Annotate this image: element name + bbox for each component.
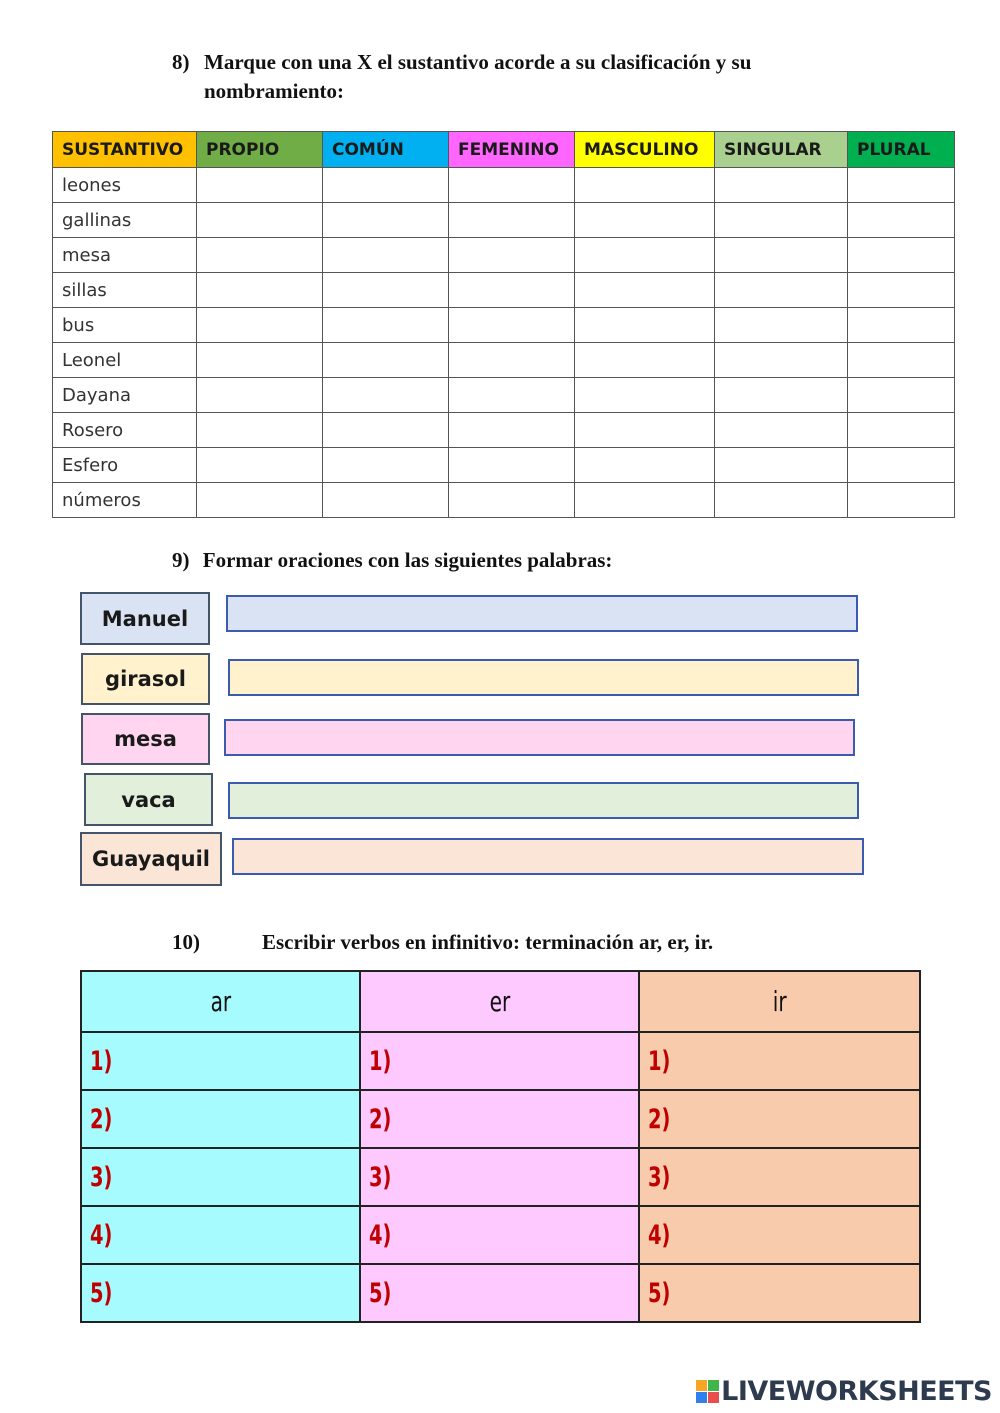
section-9-title: Formar oraciones con las siguientes palabras: [202,548,613,572]
verb-col-header-label: er [489,985,510,1018]
mark-cell[interactable] [715,308,848,343]
mark-cell[interactable] [323,343,449,378]
noun-cell: números [53,483,197,518]
verb-entry-cell[interactable] [360,1264,639,1322]
table-row [53,343,955,378]
mark-cell[interactable] [848,378,955,413]
verb-entry-cell[interactable] [639,1206,920,1264]
mark-cell[interactable] [449,483,575,518]
mark-cell[interactable] [197,343,323,378]
mark-cell[interactable] [848,273,955,308]
mark-cell[interactable] [197,273,323,308]
mark-cell[interactable] [848,238,955,273]
mark-cell[interactable] [323,238,449,273]
mark-cell[interactable] [848,413,955,448]
verb-entry-cell[interactable] [81,1264,360,1322]
sentence-answer-field[interactable] [228,659,859,696]
mark-cell[interactable] [449,378,575,413]
mark-cell[interactable] [715,238,848,273]
mark-cell[interactable] [449,203,575,238]
mark-cell[interactable] [323,168,449,203]
mark-cell[interactable] [575,413,715,448]
verb-infinitive-table [80,970,921,1323]
liveworksheets-logo [696,1376,992,1407]
section-8-title-line2: nombramiento: [204,79,344,103]
table-row [53,413,955,448]
table-row [81,1206,920,1264]
mark-cell[interactable] [449,238,575,273]
sentence-answer-field[interactable] [232,838,864,875]
mark-cell[interactable] [715,378,848,413]
table-row [53,168,955,203]
noun-col-header-5: SINGULAR [715,132,848,168]
table-row [53,378,955,413]
word-box: mesa [81,713,210,765]
row-number-label: 1) [369,1045,392,1077]
mark-cell[interactable] [715,413,848,448]
noun-cell: leones [53,168,197,203]
section-9-heading [172,546,612,575]
mark-cell[interactable] [848,448,955,483]
verb-entry-cell[interactable] [639,1032,920,1090]
mark-cell[interactable] [197,413,323,448]
noun-col-header-1: PROPIO [197,132,323,168]
noun-cell: Leonel [53,343,197,378]
row-number-label: 4) [648,1219,671,1251]
table-row [81,1090,920,1148]
table-row [81,1148,920,1206]
logo-mark-square [696,1380,707,1391]
noun-cell: Esfero [53,448,197,483]
mark-cell[interactable] [449,168,575,203]
mark-cell[interactable] [197,483,323,518]
mark-cell[interactable] [848,203,955,238]
sentence-answer-field[interactable] [226,595,858,632]
row-number-label: 2) [90,1103,113,1135]
row-number-label: 4) [369,1219,392,1251]
mark-cell[interactable] [848,308,955,343]
noun-table-header-row [53,132,955,168]
logo-text: LIVEWORKSHEETS [721,1376,992,1407]
mark-cell[interactable] [449,448,575,483]
logo-mark-square [708,1380,719,1391]
mark-cell[interactable] [449,273,575,308]
verb-entry-cell[interactable] [360,1206,639,1264]
word-box: girasol [81,653,210,705]
mark-cell[interactable] [575,308,715,343]
section-8-title-line1: Marque con una X el sustantivo acorde a su clasificación y su [204,50,752,74]
noun-cell: gallinas [53,203,197,238]
verb-entry-cell[interactable] [360,1090,639,1148]
mark-cell[interactable] [323,413,449,448]
row-number-label: 5) [90,1277,113,1309]
table-row [53,273,955,308]
verb-entry-cell[interactable] [81,1090,360,1148]
mark-cell[interactable] [575,168,715,203]
sentence-answer-field[interactable] [228,782,859,819]
mark-cell[interactable] [715,483,848,518]
mark-cell[interactable] [848,343,955,378]
section-10-heading [172,928,714,957]
mark-cell[interactable] [323,273,449,308]
verb-entry-cell[interactable] [639,1264,920,1322]
mark-cell[interactable] [323,448,449,483]
row-number-label: 3) [369,1161,392,1193]
table-row [53,203,955,238]
noun-col-header-2: COMÚN [323,132,449,168]
noun-col-header-0: SUSTANTIVO [53,132,197,168]
verb-col-header-1 [360,971,639,1032]
section-10-title: Escribir verbos en infinitivo: terminación ar, er, ir. [262,930,714,954]
mark-cell[interactable] [197,168,323,203]
verb-entry-cell[interactable] [639,1148,920,1206]
noun-cell: Dayana [53,378,197,413]
mark-cell[interactable] [197,203,323,238]
row-number-label: 3) [648,1161,671,1193]
mark-cell[interactable] [575,273,715,308]
word-box: vaca [84,773,213,826]
verb-col-header-0 [81,971,360,1032]
verb-col-header-label: ar [210,985,231,1018]
mark-cell[interactable] [575,448,715,483]
mark-cell[interactable] [197,448,323,483]
noun-cell: Rosero [53,413,197,448]
table-row [53,238,955,273]
row-number-label: 4) [90,1219,113,1251]
mark-cell[interactable] [715,273,848,308]
row-number-label: 5) [369,1277,392,1309]
verb-entry-cell[interactable] [360,1032,639,1090]
mark-cell[interactable] [449,343,575,378]
verb-entry-cell[interactable] [81,1148,360,1206]
mark-cell[interactable] [323,378,449,413]
logo-mark-square [708,1392,719,1403]
mark-cell[interactable] [449,308,575,343]
verb-entry-cell[interactable] [81,1032,360,1090]
noun-col-header-4: MASCULINO [575,132,715,168]
word-box: Guayaquil [80,832,222,886]
section-8-number: 8) [172,50,190,74]
row-number-label: 3) [90,1161,113,1193]
verb-col-header-label: ir [772,985,787,1018]
mark-cell[interactable] [715,343,848,378]
row-number-label: 1) [90,1045,113,1077]
mark-cell[interactable] [715,203,848,238]
mark-cell[interactable] [575,343,715,378]
noun-col-header-6: PLURAL [848,132,955,168]
verb-table-header-row [81,971,920,1032]
mark-cell[interactable] [575,203,715,238]
table-row [53,483,955,518]
mark-cell[interactable] [575,483,715,518]
row-number-label: 1) [648,1045,671,1077]
section-10-number: 10) [172,930,200,954]
mark-cell[interactable] [197,238,323,273]
sentence-answer-field[interactable] [224,719,855,756]
table-row [81,1264,920,1322]
noun-cell: bus [53,308,197,343]
verb-col-header-2 [639,971,920,1032]
verb-entry-cell[interactable] [639,1090,920,1148]
mark-cell[interactable] [715,168,848,203]
mark-cell[interactable] [848,483,955,518]
liveworksheets-mark-icon [696,1380,719,1403]
table-row [53,448,955,483]
mark-cell[interactable] [323,483,449,518]
noun-col-header-3: FEMENINO [449,132,575,168]
noun-classification-table [52,131,955,518]
section-8-heading [172,48,872,106]
mark-cell[interactable] [848,168,955,203]
verb-entry-cell[interactable] [360,1148,639,1206]
mark-cell[interactable] [715,448,848,483]
mark-cell[interactable] [575,378,715,413]
noun-cell: sillas [53,273,197,308]
row-number-label: 5) [648,1277,671,1309]
verb-entry-cell[interactable] [81,1206,360,1264]
section-9-number: 9) [172,548,190,572]
mark-cell[interactable] [575,238,715,273]
row-number-label: 2) [369,1103,392,1135]
mark-cell[interactable] [323,308,449,343]
table-row [81,1032,920,1090]
row-number-label: 2) [648,1103,671,1135]
table-row [53,308,955,343]
mark-cell[interactable] [449,413,575,448]
word-box: Manuel [80,592,210,645]
mark-cell[interactable] [197,378,323,413]
mark-cell[interactable] [197,308,323,343]
noun-cell: mesa [53,238,197,273]
logo-mark-square [696,1392,707,1403]
mark-cell[interactable] [323,203,449,238]
